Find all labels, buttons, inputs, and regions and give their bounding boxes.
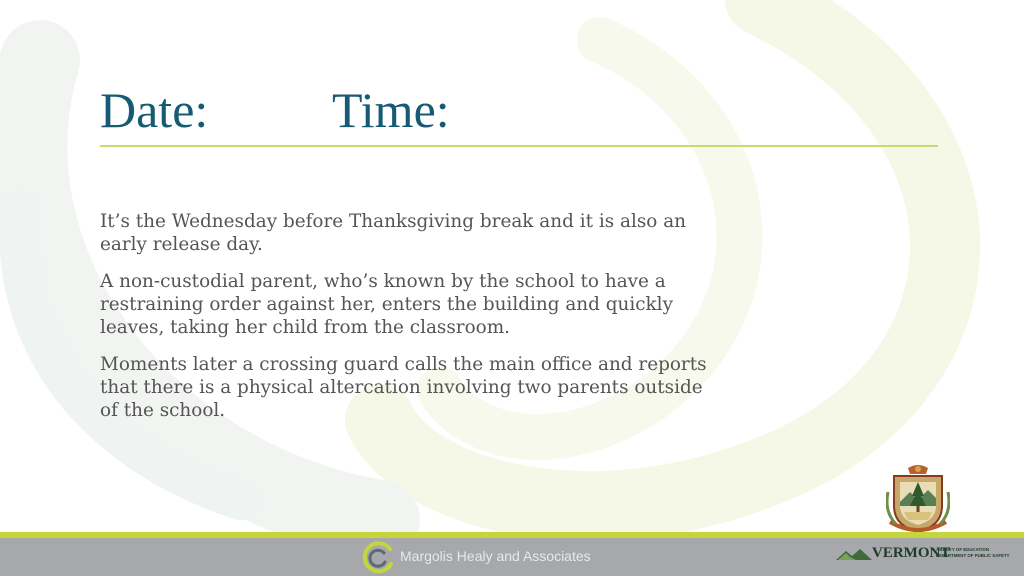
title-divider <box>100 145 938 147</box>
footer-bar <box>0 538 1024 576</box>
firm-name: Margolis Healy and Associates <box>400 548 591 564</box>
vermont-name: VERMONT <box>872 545 951 561</box>
scenario-paragraph-2: A non-custodial parent, who’s known by the school to have a restraining order against her, enters the building and quickly leaves, taking her child from the classroom. <box>100 271 673 338</box>
vermont-agency-text <box>936 547 1010 559</box>
scenario-paragraph-1: It’s the Wednesday before Thanksgiving break and it is also an early release day. <box>100 211 687 255</box>
title-time: Time: <box>332 82 450 138</box>
scenario-body <box>100 210 720 436</box>
vermont-seal-icon <box>886 462 950 536</box>
margolis-swirl-logo-icon <box>360 540 396 576</box>
vermont-logo <box>836 541 1020 571</box>
vermont-agency-line-1: AGENCY OF EDUCATION <box>936 547 990 552</box>
title-date: Date: <box>100 82 209 138</box>
vermont-agency-line-2: DEPARTMENT OF PUBLIC SAFETY <box>936 553 1010 558</box>
scenario-paragraph-3: Moments later a crossing guard calls the main office and reports that there is a physical altercation involving two parents outside of the school. <box>100 354 707 421</box>
vermont-mountain-icon <box>836 547 872 561</box>
